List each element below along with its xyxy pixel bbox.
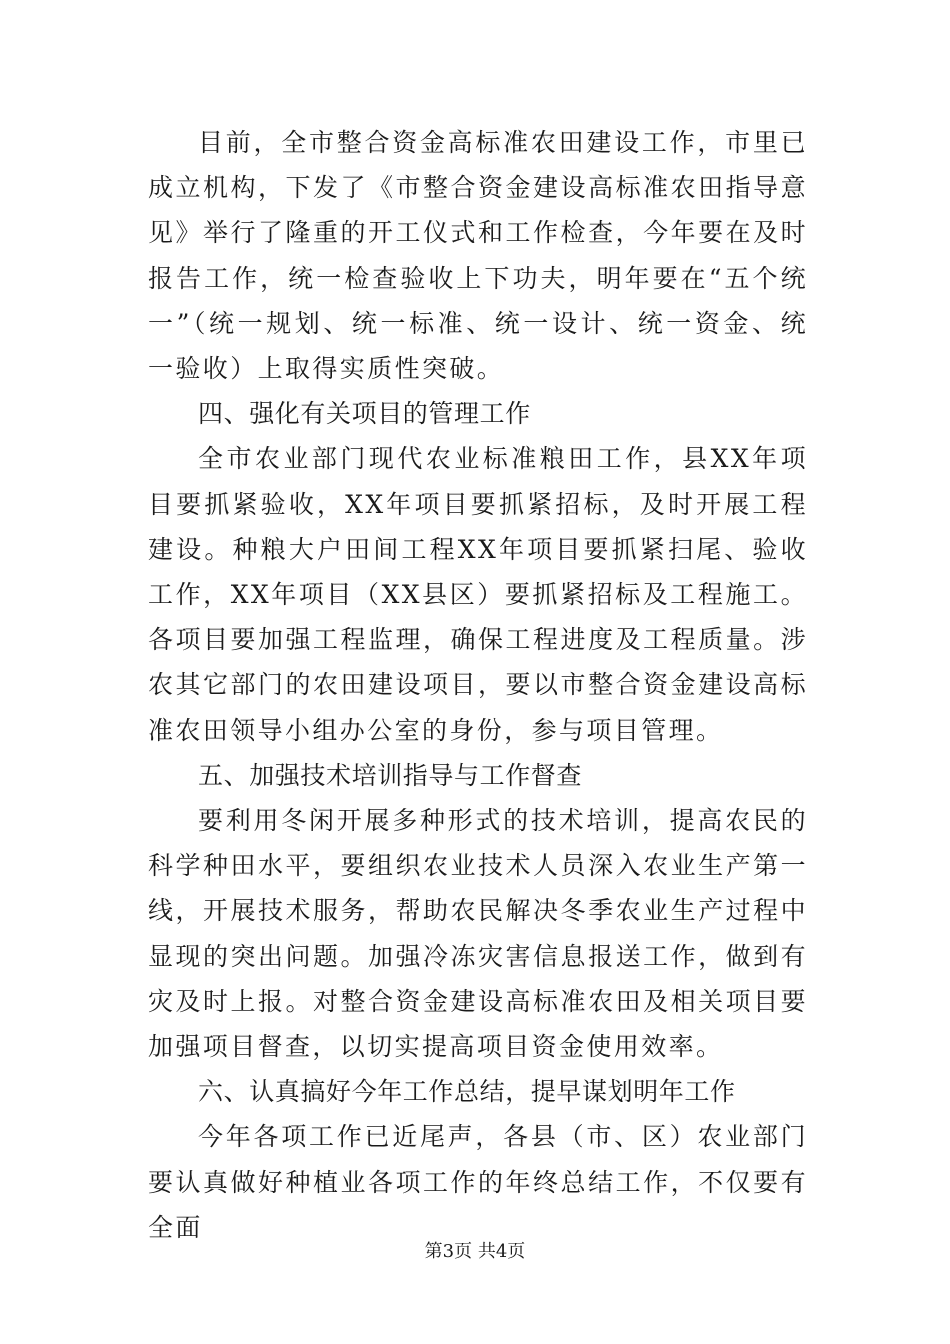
section-heading-4: 四、强化有关项目的管理工作 xyxy=(198,399,531,429)
page-number-footer: 第3页 共4页 xyxy=(424,1241,526,1262)
section-heading-5: 五、加强技术培训指导与工作督查 xyxy=(198,760,583,790)
section-heading-6: 六、认真搞好今年工作总结，提早谋划明年工作 xyxy=(198,1077,736,1107)
paragraph-unified-construction: 目前，全市整合资金高标准农田建设工作，市里已成立机构，下发了《市整合资金建设高标准农田指导意见》举行了隆重的开工仪式和工作检查，今年要在及时报告工作，统一检查验收上下功夫，明年要在“五个统一”（统一规划、统一标准、统一设计、统一资金、统一验收）上取得实质性突破。 xyxy=(148,128,808,384)
paragraph-training-supervision: 要利用冬闲开展多种形式的技术培训，提高农民的科学种田水平，要组织农业技术人员深入农业生产第一线，开展技术服务，帮助农民解决冬季农业生产过程中显现的突出问题。加强冷冻灾害信息报送工作，做到有灾及时上报。对整合资金建设高标准农田及相关项目要加强项目督查，以切实提高项目资金使用效率。 xyxy=(148,806,808,1062)
paragraph-project-management: 全市农业部门现代农业标准粮田工作，县XX年项目要抓紧验收，XX年项目要抓紧招标，及时开展工程建设。种粮大户田间工程XX年项目要抓紧扫尾、验收工作，XX年项目（XX县区）要抓紧招标及工程施工。各项目要加强工程监理，确保工程进度及工程质量。涉农其它部门的农田建设项目，要以市整合资金建设高标准农田领导小组办公室的身份，参与项目管理。 xyxy=(148,444,808,745)
paragraph-year-summary: 今年各项工作已近尾声，各县（市、区）农业部门要认真做好种植业各项工作的年终总结工作，不仅要有全面 xyxy=(148,1122,808,1242)
document-body xyxy=(148,120,808,1250)
